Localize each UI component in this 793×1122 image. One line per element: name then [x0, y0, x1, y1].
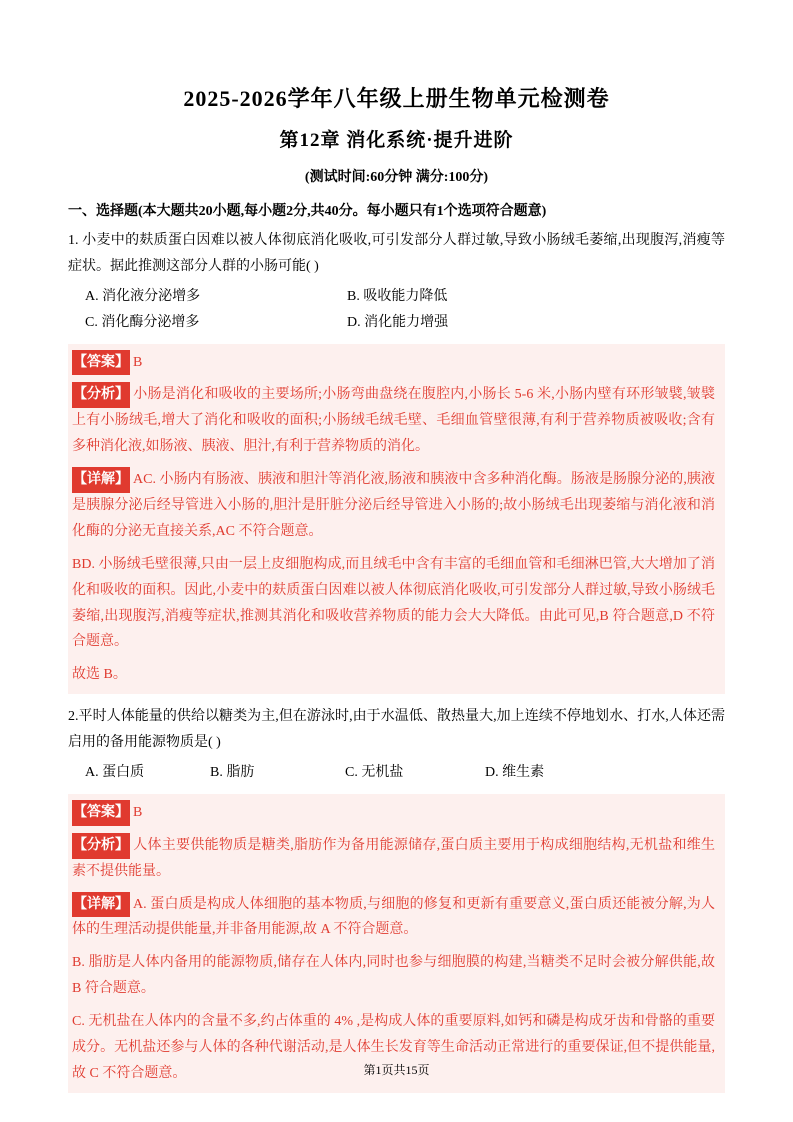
answer-label: 【答案】 — [72, 350, 130, 376]
question-2-detail-line-1 — [72, 892, 715, 944]
question-1-detail-line-2: BD. 小肠绒毛壁很薄,只由一层上皮细胞构成,而且绒毛中含有丰富的毛细血管和毛细淋巴管,大大增加了消化和吸收的面积。因此,小麦中的麸质蛋白因难以被人体彻底消化吸收,可引发部分人群过敏,导致小肠绒毛萎缩,出现腹泻,消瘦等症状,推测其消化和吸收营养物质的能力会大大降低。由此可见,B 符合题意,D 不符合题意。 — [72, 556, 715, 650]
chapter-title: 第12章 消化系统·提升进阶 — [279, 130, 514, 151]
question-1-analysis-text: 小肠是消化和吸收的主要场所;小肠弯曲盘绕在腹腔内,小肠长 5-6 米,小肠内壁有环形皱襞,皱襞上有小肠绒毛,增大了消化和吸收的面积;小肠绒毛绒毛壁、毛细血管壁很薄,有利于营养物质被吸收;含有多种消化液,如肠液、胰液、胆汁,有利于营养物质的消化。 — [72, 387, 715, 455]
question-2-analysis-line — [72, 833, 715, 885]
question-1-answer-value: B — [133, 354, 143, 370]
question-2-option-a: A. 蛋白质 — [85, 765, 145, 781]
detail-label: 【详解】 — [72, 467, 130, 493]
question-2-answer-line — [72, 800, 715, 826]
detail-label: 【详解】 — [72, 892, 130, 918]
question-2-answer-value: B — [133, 804, 143, 820]
question-2-analysis-text: 人体主要供能物质是糖类,脂肪作为备用能源储存,蛋白质主要用于构成细胞结构,无机盐和维生素不提供能量。 — [72, 837, 715, 879]
question-1-options — [68, 284, 725, 336]
question-2-options — [68, 760, 725, 786]
question-2-detail-line-2: B. 脂肪是人体内备用的能源物质,储存在人体内,同时也参与细胞膜的构建,当糖类不足时会被分解供能,故 B 符合题意。 — [72, 955, 715, 997]
answer-label: 【答案】 — [72, 800, 130, 826]
question-1-conclusion: 故选 B。 — [72, 667, 127, 683]
question-1-answer-block — [68, 344, 725, 695]
exam-info: (测试时间:60分钟 满分:100分) — [304, 170, 489, 185]
question-2 — [68, 704, 725, 1093]
question-1-answer-line — [72, 350, 715, 376]
question-1-stem: 1. 小麦中的麸质蛋白因难以被人体彻底消化吸收,可引发部分人群过敏,导致小肠绒毛萎缩,出现腹泻,消瘦等症状。据此推测这部分人群的小肠可能( ) — [68, 233, 725, 274]
question-2-option-c: C. 无机盐 — [345, 765, 404, 781]
question-2-detail-line-3: C. 无机盐在人体内的含量不多,约占体重的 4% ,是构成人体的重要原料,如钙和磷是构成牙齿和骨骼的重要成分。无机盐还参与人体的各种代谢活动,是人体生长发育等生命活动正常进行的重要保证,但不提供能量,故 C 不符合题意。 — [72, 1014, 715, 1081]
question-2-option-b: B. 脂肪 — [210, 765, 255, 781]
page-footer: 第1页共15页 — [363, 1063, 430, 1077]
analysis-label: 【分析】 — [72, 382, 130, 408]
analysis-label: 【分析】 — [72, 833, 130, 859]
question-1-detail-line-1 — [72, 467, 715, 545]
question-1-option-b: B. 吸收能力降低 — [347, 288, 448, 304]
question-1-detail-text-1: AC. 小肠内有肠液、胰液和胆汁等消化液,肠液和胰液中含多种消化酶。肠液是肠腺分泌的,胰液是胰腺分泌后经导管进入小肠的,胆汁是肝脏分泌后经导管进入小肠的;故小肠绒毛出现萎缩与消化液和消化酶的分泌无直接关系,AC 不符合题意。 — [72, 472, 715, 539]
question-1-option-a: A. 消化液分泌增多 — [85, 288, 201, 304]
question-1-option-d: D. 消化能力增强 — [347, 314, 449, 330]
question-1-analysis-line — [72, 382, 715, 460]
question-2-answer-block — [68, 794, 725, 1093]
question-2-detail-text-1: A. 蛋白质是构成人体细胞的基本物质,与细胞的修复和更新有重要意义,蛋白质还能被分解,为人体的生理活动提供能量,并非备用能源,故 A 不符合题意。 — [72, 896, 715, 938]
question-1 — [68, 228, 725, 694]
question-1-option-c: C. 消化酶分泌增多 — [85, 314, 200, 330]
document-title: 2025-2026学年八年级上册生物单元检测卷 — [183, 86, 610, 111]
section-header: 一、选择题(本大题共20小题,每小题2分,共40分。每小题只有1个选项符合题意) — [68, 204, 547, 219]
question-2-stem: 2.平时人体能量的供给以糖类为主,但在游泳时,由于水温低、散热量大,加上连续不停地划水、打水,人体还需启用的备用能源物质是( ) — [68, 709, 725, 751]
question-2-option-d: D. 维生素 — [485, 765, 545, 781]
